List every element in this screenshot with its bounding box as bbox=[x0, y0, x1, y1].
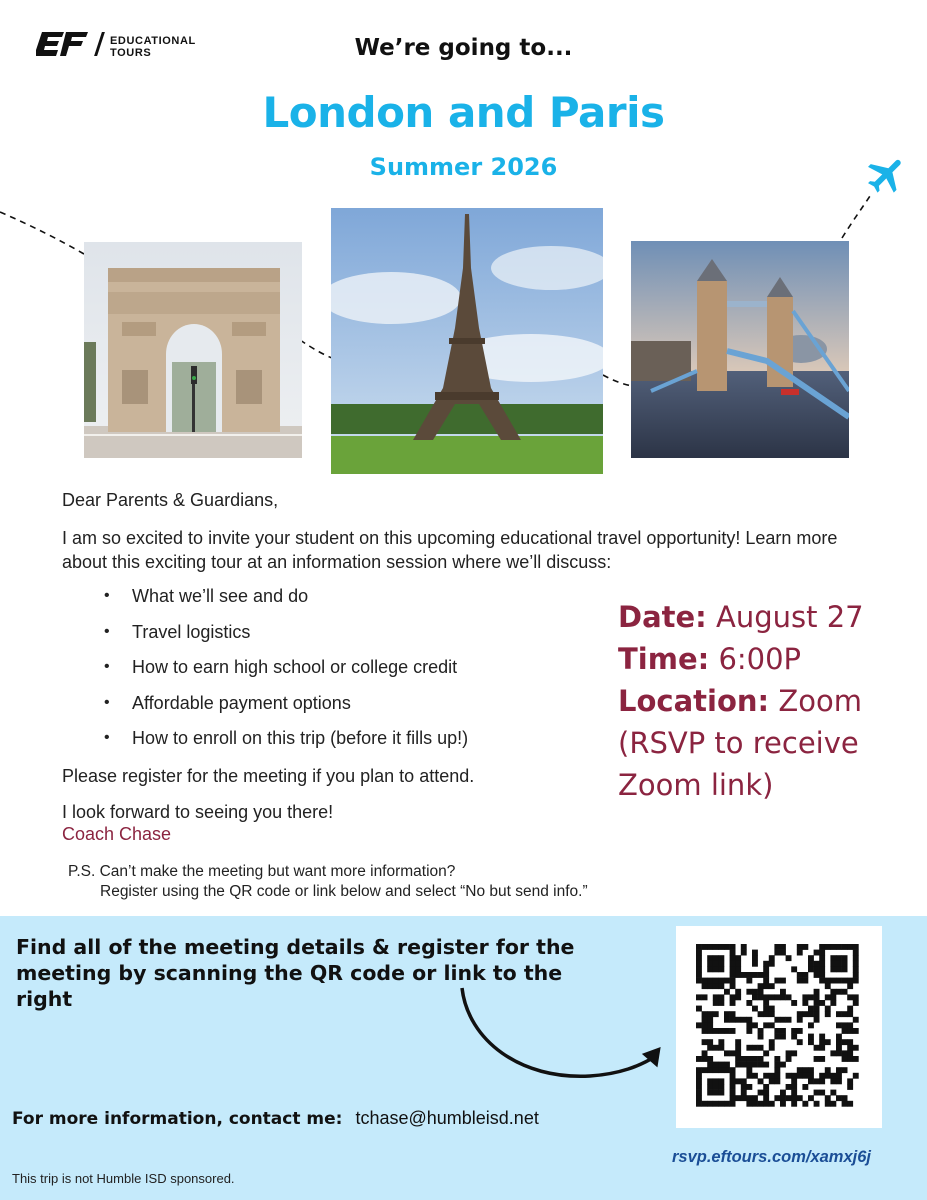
location-value: Zoom bbox=[778, 684, 862, 718]
list-item: • Travel logistics bbox=[104, 620, 584, 656]
logo-text-line2: TOURS bbox=[110, 47, 152, 59]
letter-greeting: Dear Parents & Guardians, bbox=[62, 490, 279, 510]
airplane-icon bbox=[864, 152, 910, 198]
contact-label: For more information, contact me: bbox=[12, 1109, 343, 1129]
panel-headline-line-1: Find all of the meeting details & register for the bbox=[16, 935, 575, 959]
ps-line-2: Register using the QR code or link below and select “No but send info.” bbox=[100, 883, 588, 900]
contact-email-link[interactable]: tchase@humbleisd.net bbox=[355, 1108, 539, 1128]
intro-heading: We’re going to... bbox=[354, 35, 573, 61]
qr-code[interactable] bbox=[676, 926, 882, 1128]
letter-intro: I am so excited to invite your student on this upcoming educational travel opportunity! Learn more about this exciting tour at an information session where we’ll discuss: bbox=[62, 528, 838, 572]
letter-closing: I look forward to seeing you there! bbox=[62, 802, 334, 822]
sponsorship-disclaimer: This trip is not Humble ISD sponsored. bbox=[12, 1171, 235, 1186]
location-label: Location: bbox=[618, 684, 770, 718]
time-row bbox=[618, 638, 918, 680]
date-row bbox=[618, 596, 918, 638]
curved-arrow-icon bbox=[440, 980, 670, 1090]
tower-bridge-photo bbox=[631, 241, 849, 458]
date-value: August 27 bbox=[716, 600, 864, 634]
discussion-topics-list bbox=[104, 584, 584, 762]
location-note-1: (RSVP to receive bbox=[618, 726, 859, 760]
list-item: • Affordable payment options bbox=[104, 691, 584, 727]
contact-line bbox=[12, 1106, 539, 1131]
location-row bbox=[618, 680, 918, 722]
list-item: • How to enroll on this trip (before it fills up!) bbox=[104, 726, 584, 762]
qr-code-image bbox=[676, 926, 882, 1128]
time-label: Time: bbox=[618, 642, 710, 676]
date-label: Date: bbox=[618, 600, 707, 634]
eiffel-tower-photo bbox=[331, 208, 603, 474]
page-subtitle: Summer 2026 bbox=[369, 153, 558, 181]
list-item: • How to earn high school or college credit bbox=[104, 655, 584, 691]
postscript bbox=[68, 862, 588, 902]
panel-headline-line-2: meeting by scanning the QR code or link to the right bbox=[16, 961, 563, 1011]
meeting-details bbox=[618, 596, 918, 806]
time-value: 6:00P bbox=[718, 642, 802, 676]
page-title: London and Paris bbox=[262, 88, 665, 137]
signature: Coach Chase bbox=[62, 824, 172, 844]
register-line: Please register for the meeting if you plan to attend. bbox=[62, 766, 475, 786]
ps-line-1: P.S. Can’t make the meeting but want more information? bbox=[68, 863, 456, 880]
list-item: • What we’ll see and do bbox=[104, 584, 584, 620]
logo-text-line1: EDUCATIONAL bbox=[110, 35, 196, 47]
location-note-2: Zoom link) bbox=[618, 768, 774, 802]
arc-de-triomphe-photo bbox=[84, 242, 302, 458]
rsvp-link[interactable]: rsvp.eftours.com/xamxj6j bbox=[672, 1148, 871, 1166]
